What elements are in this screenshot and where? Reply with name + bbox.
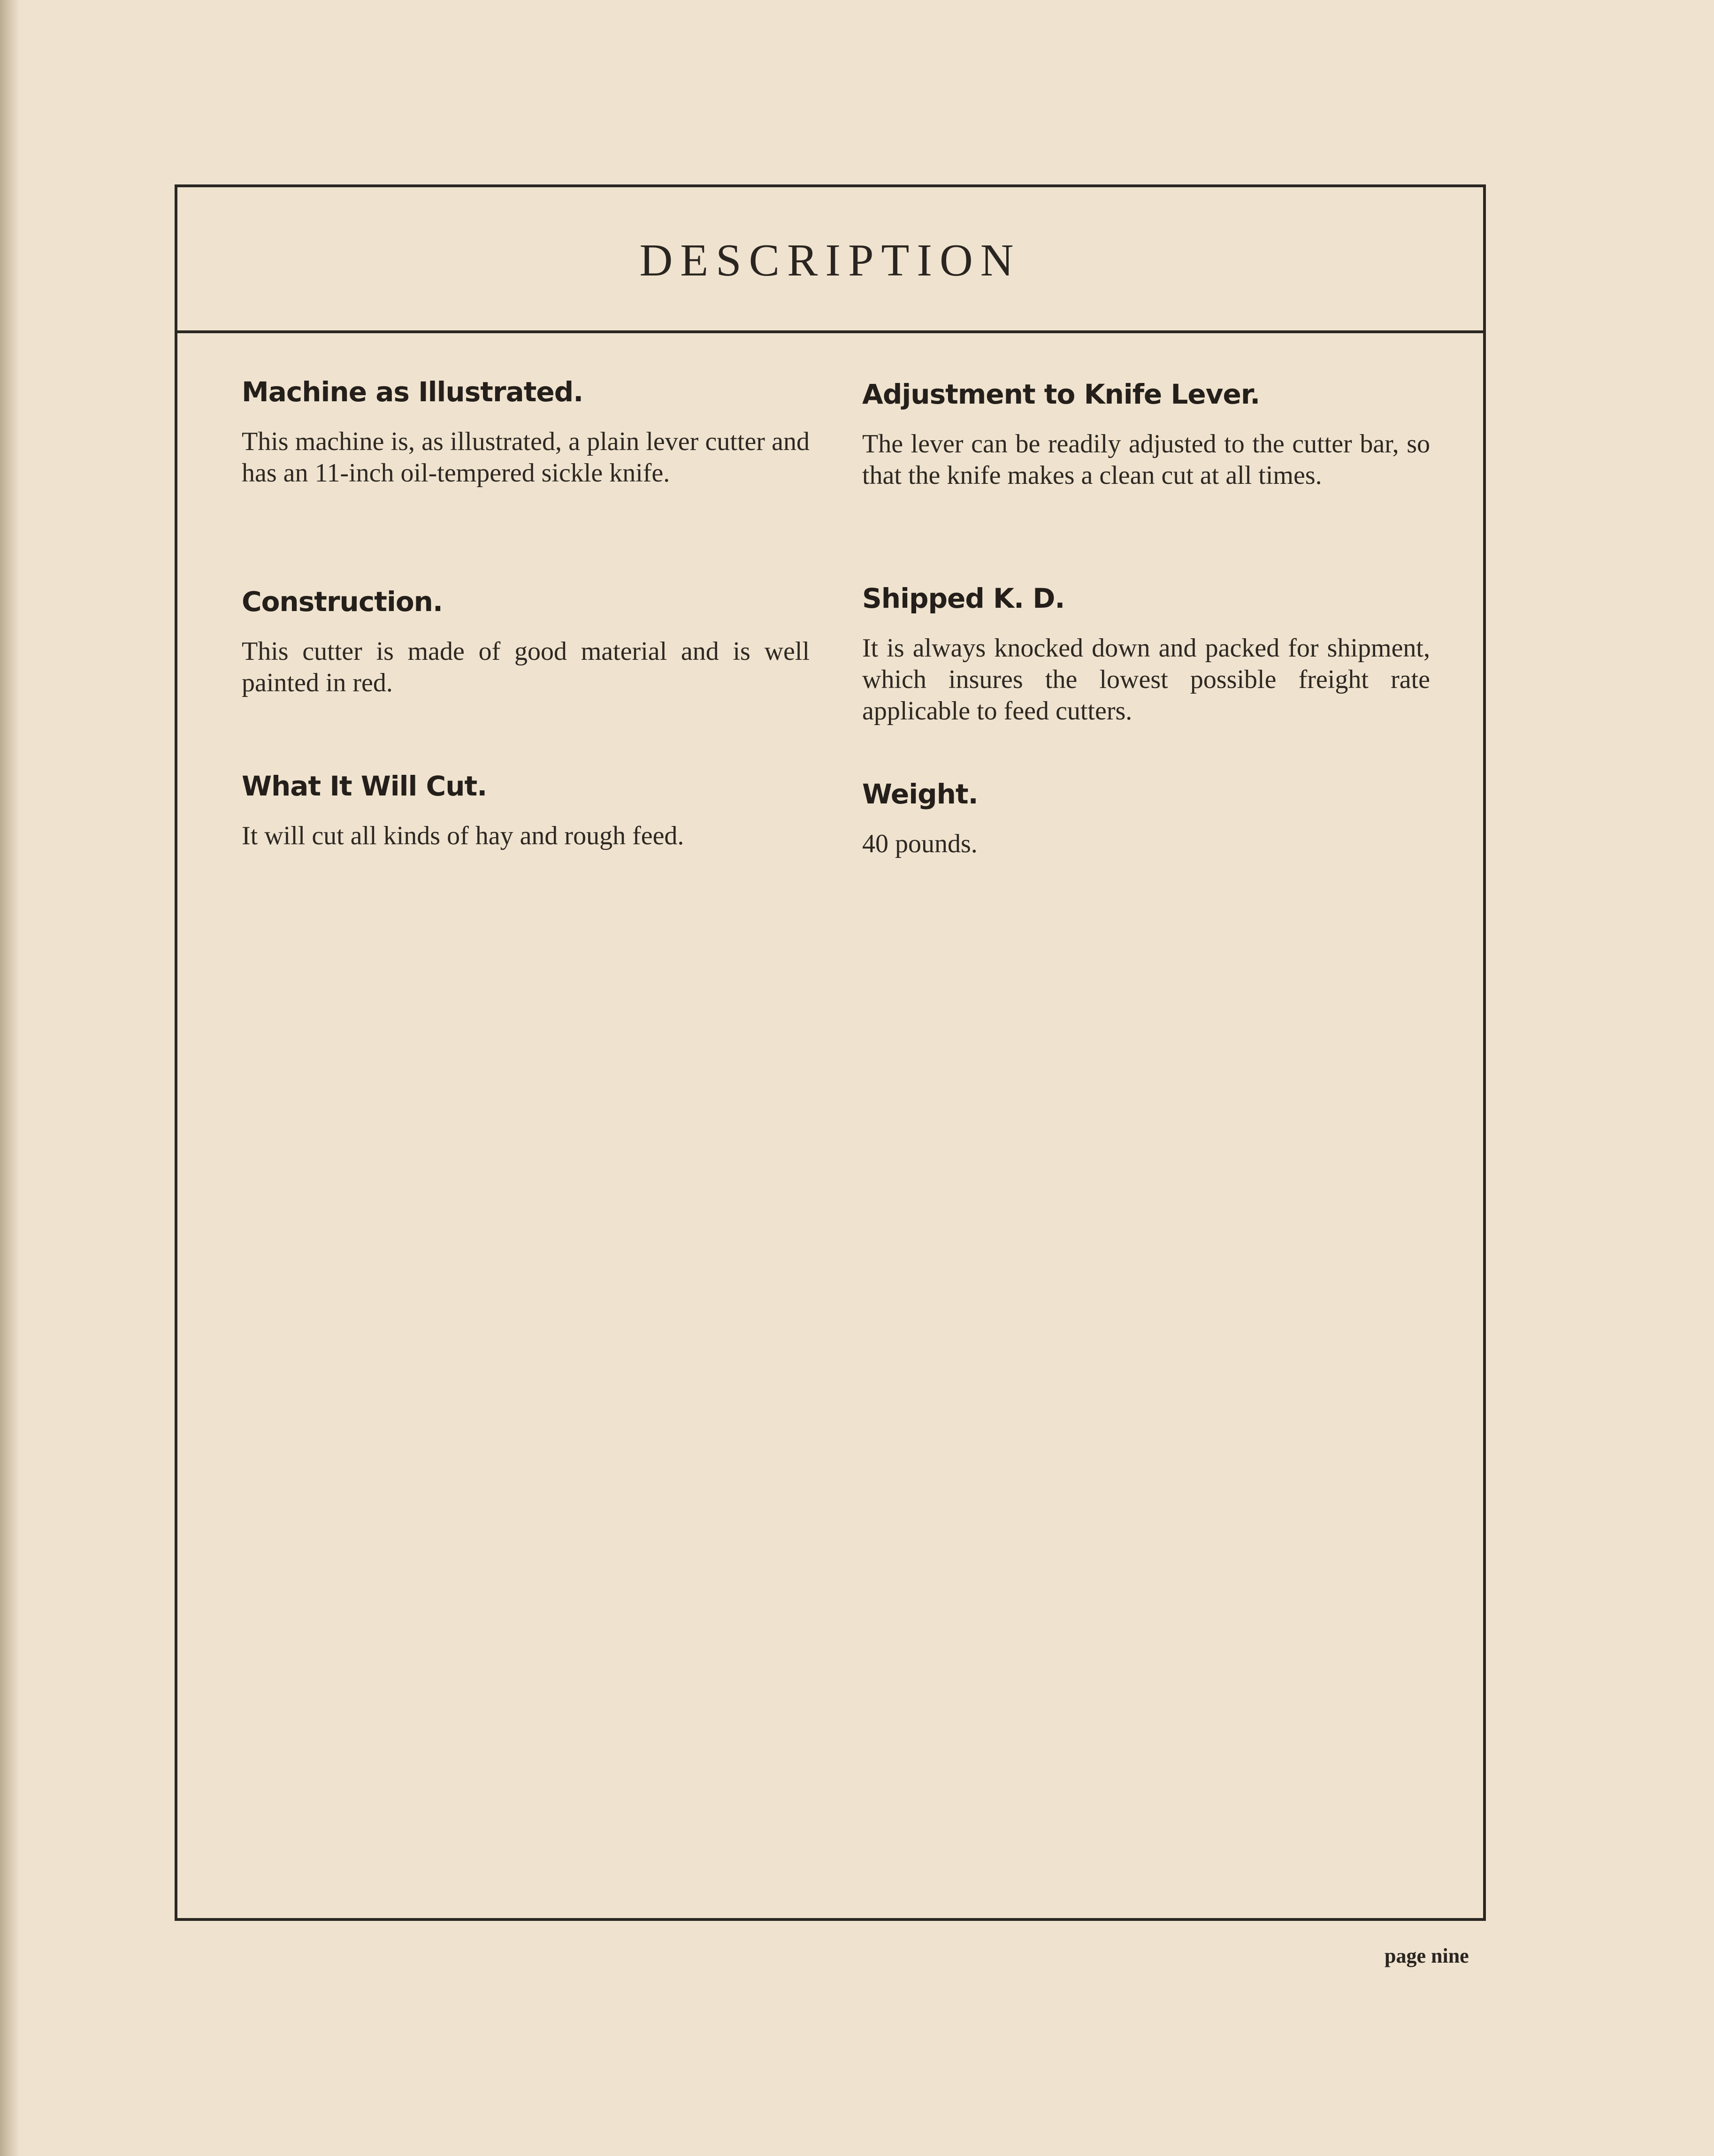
page-binding-edge [0,0,20,2156]
section-body: This cutter is made of good material and is well painted in red. [242,637,810,697]
section-heading: Weight. [862,778,978,810]
section-what-it-will-cut [242,770,810,852]
page-number: page nine [1385,1944,1469,1967]
section-adjustment-to-knife-lever [862,378,1430,491]
section-body: It will cut all kinds of hay and rough feed. [242,821,684,850]
section-heading: Machine as Illustrated. [242,376,583,408]
section-body: The lever can be readily adjusted to the cutter bar, so that the knife makes a clean cut at all times. [862,429,1430,490]
section-body: 40 pounds. [862,829,978,858]
section-body: It is always knocked down and packed for shipment, which insures the lowest possible freight rate applicable to feed cutters. [862,634,1430,726]
section-heading: What It Will Cut. [242,770,487,802]
page-title: DESCRIPTION [639,235,1021,286]
title-band [177,187,1483,333]
section-heading: Adjustment to Knife Lever. [862,378,1260,410]
section-body: This machine is, as illustrated, a plain lever cutter and has an 11-inch oil-tempered sickle knife. [242,427,810,488]
section-heading: Construction. [242,586,443,618]
section-weight [862,778,1430,860]
section-construction [242,585,810,699]
section-heading: Shipped K. D. [862,582,1065,614]
section-shipped-kd [862,582,1430,727]
section-machine-as-illustrated [242,375,810,489]
